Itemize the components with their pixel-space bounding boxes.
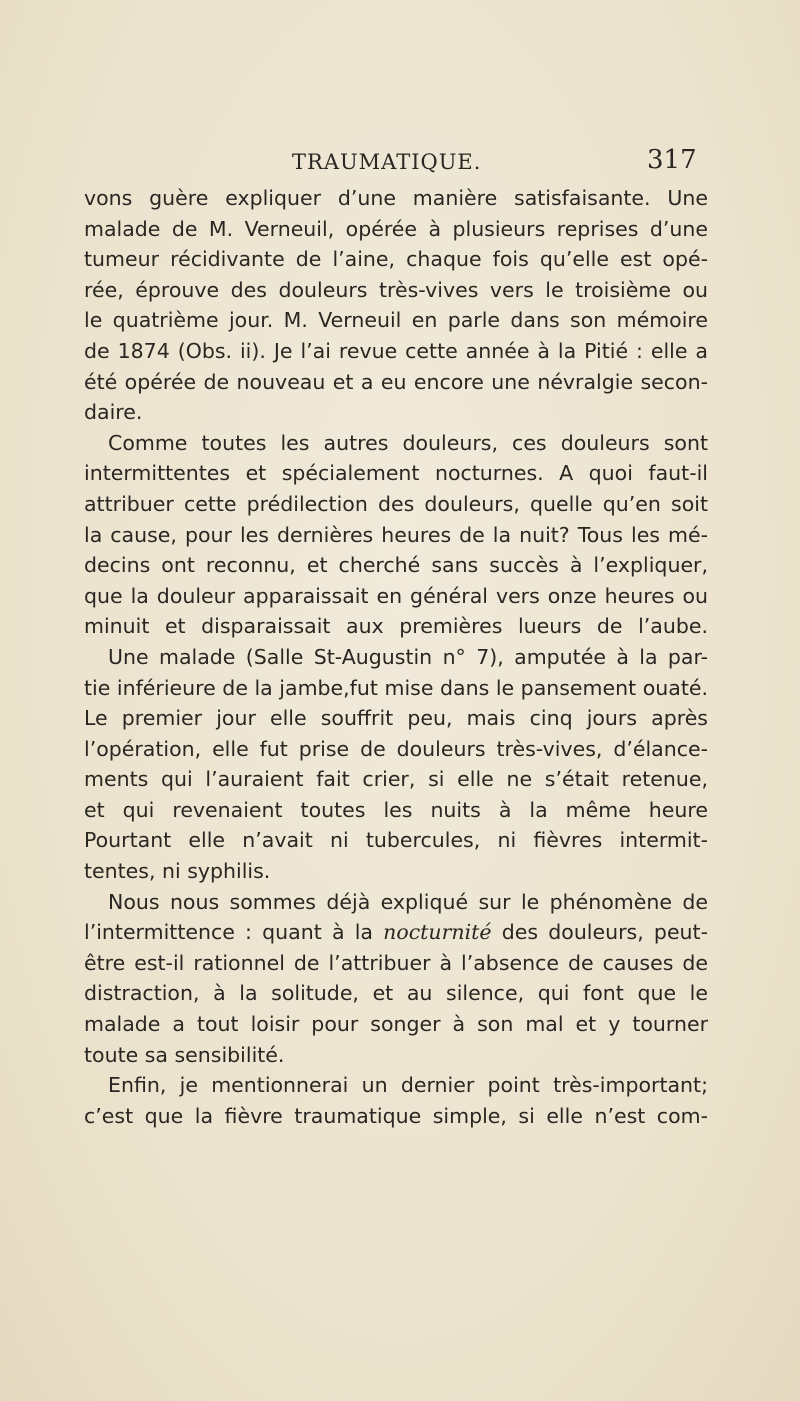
text-line: attribuer cette prédilection des douleurs, quelle qu’en soit [84,491,708,516]
text-line: été opérée de nouveau et a eu encore une névralgie secon- [84,369,708,394]
text-line: tumeur récidivante de l’aine, chaque fois qu’elle est opé- [84,247,708,272]
paragraph-1 [84,183,708,428]
text-line [84,978,708,1009]
text-line: de 1874 (Obs. ii). Je l’ai revue cette année à la Pitié : elle a [84,338,708,363]
running-head [0,145,800,188]
text-line: vons guère expliquer d’une manière satisfaisante. Une [84,186,708,210]
text-segment: l’intermittence : quant à la [84,920,384,945]
text-line: malade de M. Verneuil, opérée à plusieurs reprises d’une [84,216,708,241]
text-line: minuit et disparaissait aux premières lueurs de l’aube. [84,614,708,639]
text-line: rée, éprouve des douleurs très-vives vers le troisième ou [84,277,708,302]
text-line: decins ont reconnu, et cherché sans succès à l’expliquer, [84,553,708,578]
text-segment: Nous nous sommes déjà expliqué sur le phénomène de [108,889,708,914]
text-segment: malade a tout loisir pour songer à son mal et y tourner [84,1012,708,1037]
text-line: Pourtant elle n’avait ni tubercules, ni fièvres intermit- [84,828,708,853]
text-segment: distraction, à la solitude, et au silence, qui font que le [84,981,708,1006]
text-line: ments qui l’auraient fait crier, si elle ne s’était retenue, [84,767,708,792]
text-line: intermittentes et spécialement nocturnes. A quoi faut-il [84,461,708,486]
text-line: Enfin, je mentionnerai un dernier point très-important; [108,1073,708,1098]
text-segment: des douleurs, peut- [491,920,708,945]
text-line [84,917,708,948]
text-line: et qui revenaient toutes les nuits à la même heure [84,797,708,822]
page-number: 317 [647,145,697,175]
text-line: Le premier jour elle souffrit peu, mais cinq jours après [84,706,708,731]
text-line: que la douleur apparaissait en général vers onze heures ou [84,583,708,608]
text-line [84,1040,708,1071]
text-line: tentes, ni syphilis. [84,859,271,884]
text-line [84,1009,708,1040]
text-line: c’est que la fièvre traumatique simple, si elle n’est com- [84,1103,708,1128]
paragraph-3 [84,642,708,887]
text-line: la cause, pour les dernières heures de la nuit? Tous les mé- [84,522,708,547]
text-line: Une malade (Salle St-Augustin n° 7), amputée à la par- [108,644,708,669]
text-line: l’opération, elle fut prise de douleurs très-vives, d’élance- [84,736,708,761]
paragraph-5 [84,1070,708,1131]
italic-term: nocturnité [383,920,492,945]
text-line: Comme toutes les autres douleurs, ces douleurs sont [108,430,708,455]
text-line [84,887,708,918]
text-segment: toute sa sensibilité. [84,1042,285,1067]
paragraph-4 [84,887,708,1071]
text-line [84,948,708,979]
text-line: tie inférieure de la jambe,fut mise dans le pansement ouaté. [84,675,708,700]
body-text [84,183,708,1131]
text-line: le quatrième jour. M. Verneuil en parle dans son mémoire [84,308,708,333]
text-segment: être est-il rationnel de l’attribuer à l’absence de causes de [84,950,708,975]
text-line: daire. [84,400,143,425]
running-title: TRAUMATIQUE. [292,150,482,174]
paragraph-2 [84,428,708,642]
